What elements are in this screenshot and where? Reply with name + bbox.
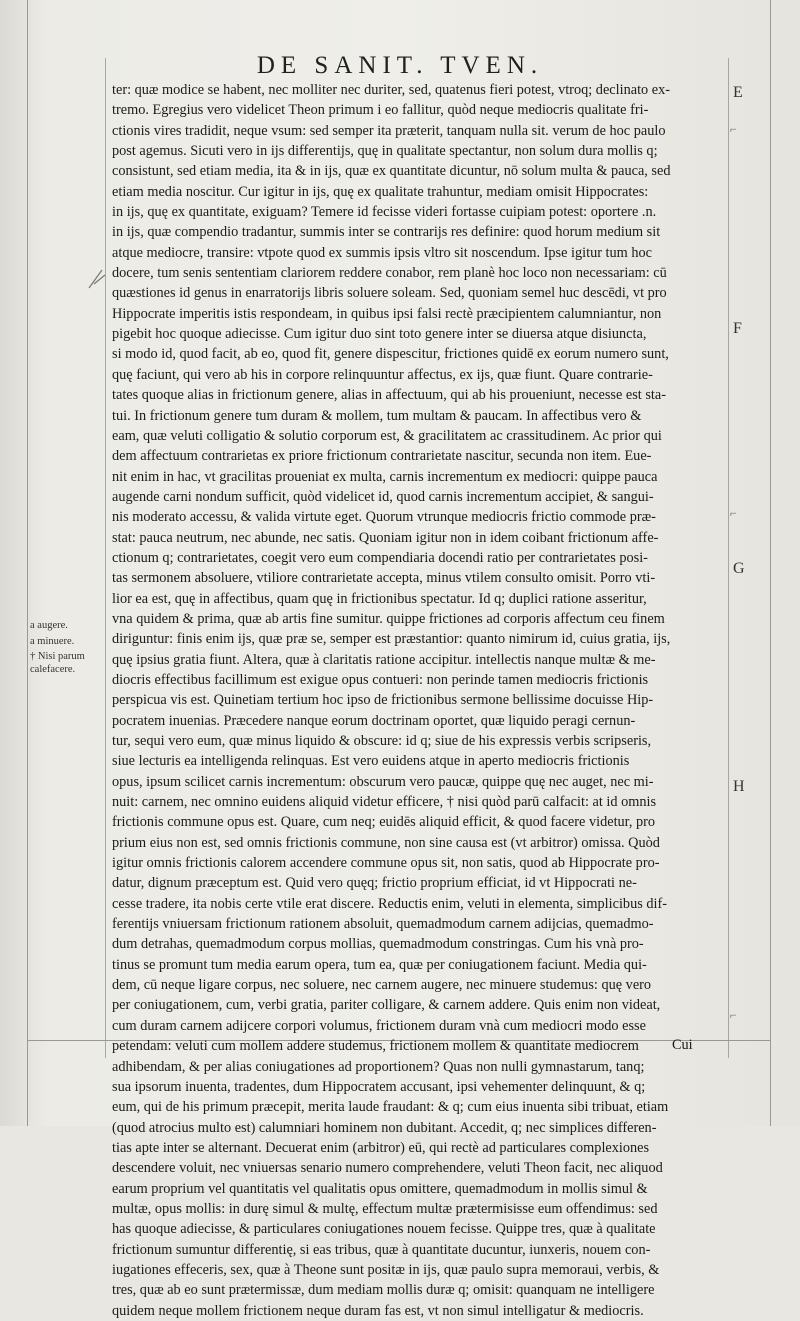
text-line: quidem neque mollem frictionem neque duram fas est, vt non simul intelligatur & mediocris. — [112, 1302, 644, 1319]
text-line: post agemus. Sicuti vero in ijs differentijs, quę in qualitate spectantur, non solum dura mollis q; — [112, 143, 658, 160]
text-line: opus, ipsum scilicet carnis incrementum: obscurum vero paucæ, quippe quę nec auget, nec mi- — [112, 773, 654, 790]
text-line: igitur omnis frictionis calorem accendere commune opus sit, non satis, quod ab Hippocrate pro- — [112, 855, 660, 872]
left-text-rule — [105, 58, 106, 1058]
text-line: tinus se promunt tum media earum opera, tum ea, quæ per coniugationem faciunt. Media qui- — [112, 956, 647, 973]
text-line: has quoque adiecisse, & particulares coniugationes nouem fecisse. Quippe tres, quæ à qualitate — [112, 1221, 656, 1238]
left-page-edge — [27, 0, 28, 1126]
text-line: quę faciunt, qui vero ab his in corpore relinquuntur affectus, ex ijs, quæ fiunt. Quare contrarie- — [112, 366, 653, 383]
text-line: in ijs, quæ compendio tradantur, summis inter se contrarijs res definire: quod horum medium sit — [112, 224, 661, 241]
text-line: eum, qui de his primum præcepit, merita laude fraudant: & q; cum eius inuenta sibi tribuat, etiam — [112, 1099, 669, 1116]
margin-tick: ⌐ — [730, 1008, 737, 1022]
text-line: perspicua vis est. Quinetiam tertium hoc ipso de frictionibus sermone bellissime docuisse Hip- — [112, 692, 654, 709]
text-line: dem affectuum contrarietas ex priore frictionum contrarietate nascitur, secunda non item. Eue- — [112, 448, 652, 465]
text-line: (quod atrocius multo est) calumniari hominem non dubitant. Accedit, q; nec simplices differen- — [112, 1119, 657, 1136]
text-line: diocris effectibus facillimum est exigue opus contueri: non perinde tamen mediocris frictionis — [112, 671, 649, 688]
text-line: eam, quæ veluti colligatio & solutio corporum est, & gracilitatem ac crassitudinem. Ac prior qui — [112, 427, 662, 444]
text-line: cum duram carnem adijcere corpori volumus, frictionem duram vnà cum mediocri modo esse — [112, 1017, 646, 1034]
text-line: lior ea est, quę in affectibus, quam quę in frictionibus spectatur. Id q; duplici ratione asseritur, — [112, 590, 647, 607]
text-line: frictionis commune opus est. Quare, cum neq; euidēs aliquid efficit, & quod facere videtur, pro — [112, 814, 656, 831]
text-line: dum detrahas, quemadmodum corpus mollias, quemadmodum constringas. Cum his vnà pro- — [112, 936, 644, 953]
catchword: Cui — [672, 1037, 693, 1053]
running-head: DE SANIT. TVEN. — [256, 52, 544, 79]
text-line: nuit: carnem, nec omnino euidens aliquid videtur efficere, † nisi quòd parū calfacit: at id omnis — [112, 794, 657, 811]
right-page-edge — [770, 0, 771, 1126]
text-line: petendam: veluti cum mollem addere studemus, frictionem mollem & quantitate mediocrem — [112, 1038, 639, 1055]
text-line: consistunt, sed etiam media, ita & in ijs, quæ ex quantitate dicuntur, nō solum multa & pauca, sed — [112, 163, 671, 180]
text-line: tates quoque alias in frictionum genere, alias in affectuum, qui ab his proueniunt, necesse est sta- — [112, 387, 666, 404]
text-line: cesse tradere, ita nobis certe vtile erat discere. Reductis enim, veluti in elementa, simplicibus dif- — [112, 895, 668, 912]
text-line: tremo. Egregius vero videlicet Theon primum i eo fallitur, quòd neque mediocris qualitate fri- — [112, 102, 649, 119]
section-marker-h: H — [733, 778, 745, 795]
text-line: datur, dignum præceptum est. Quid vero quęq; frictio proprium efficiat, id vt Hippocrati ne- — [112, 875, 637, 892]
text-line: tres, quæ ab eo sunt prætermissæ, dum mediam mollis duræ q; omisit: quanquam ne intelligere — [112, 1282, 655, 1299]
text-line: multæ, opus mollis: in durę simul & multę, effectum multæ prætermisisse eum offendimus: sed — [112, 1200, 658, 1217]
text-line: ter: quæ modice se habent, nec molliter nec duriter, sed, quatenus fieri potest, vtroq; declinato ex- — [112, 82, 671, 98]
text-line: earum proprium vel quantitatis vel qualitatis opus omittere, quemadmodum in mollis simul & — [112, 1180, 648, 1197]
text-line: tias apte inter se alternant. Decuerat enim (arbitror) eū, qui rectè ad particulares complexiones — [112, 1139, 650, 1156]
section-marker-f: F — [733, 320, 742, 337]
text-line: quæstiones id genus in enarratorijs libris soluere soleam. Sed, quoniam semel huc descēdi, vt pro — [112, 285, 667, 302]
text-line: prium eius non est, sed omnis frictionis commune, non sine causa est (vt arbitror) omissa. Quòd — [112, 834, 660, 851]
text-line: stat: pauca neutrum, nec abunde, nec satis. Quoniam igitur non in idem coibant frictionum affe- — [112, 529, 659, 546]
margin-note-augere: a augere. — [30, 620, 68, 631]
text-line: diriguntur: finis enim ijs, quæ præ se, semper est præstantior: quanto nimirum id, cuius gratia, ijs, — [112, 631, 671, 648]
text-line: ctionis vires tradidit, neque vsum: sed semper ita præterit, tanquam nulla sit. verum de hoc paulo — [112, 122, 666, 139]
text-line: per coniugationem, cum, verbi gratia, pariter colligare, & carnem addere. Quis enim non videat, — [112, 997, 661, 1014]
text-line: ferentijs vniuersam frictionum rationem absoluit, quemadmodum carnem adijcias, quemadmo- — [112, 916, 654, 933]
text-line: tur, sequi vero eum, quæ minus liquido & obscure: id q; siue de his expressis verbis scripseris, — [112, 733, 652, 749]
text-line: siue lecturis ea intelligenda relinquas. Est vero euidens atque in aperto mediocris frictionis — [112, 753, 630, 770]
text-line: etiam media noscitur. Cur igitur in ijs, quę ex qualitate trahuntur, mediam omisit Hippocrates: — [112, 183, 649, 200]
text-line: pocratem inuenias. Præcedere nanque eorum doctrinam oportet, quæ liquido peragi cernun- — [112, 712, 636, 729]
text-line: iugationes effeceris, sex, quæ à Theone sunt positæ in ijs, quæ paulo supra memoraui, verbis, & — [112, 1261, 660, 1278]
text-line: Hippocrate imperitis istis respondeam, in quibus ipsi falsi rectè præcipientem calumniantur, non — [112, 305, 662, 322]
main-text-block — [112, 80, 712, 1321]
text-line: sua ipsorum inuenta, tradentes, dum Hippocratem accusant, ipsi vehementer delinquunt, & q; — [112, 1078, 646, 1095]
text-line: frictionum sumuntur differentię, si eas tribus, quæ à quantitate ducuntur, iunxeris, nouem con- — [112, 1241, 651, 1258]
text-line: descendere voluit, nec vniuersas senario numero comprehendere, veluti Theon facit, nec aliquod — [112, 1160, 663, 1177]
text-line: tui. In frictionum genere tum duram & mollem, tum multam & paucam. In affectibus vero & — [112, 407, 642, 424]
right-text-rule — [728, 58, 729, 1058]
text-line: tas sermonem absoluere, vtiliore contrarietate accepta, minus vtilem consulto omisit. Porro vti- — [112, 570, 656, 587]
text-line: ctionum q; contrarietates, coegit vero eum compendiaria docendi ratio per contrarietates posi- — [112, 549, 648, 566]
text-line: in ijs, quę ex quantitate, exiguam? Temere id fecisse videri fortasse cuipiam potest: oportere .n. — [112, 204, 657, 221]
section-marker-g: G — [733, 560, 745, 577]
text-line: dem, cū neque ligare corpus, nec soluere, nec carnem augere, nec minuere studemus: quę vero — [112, 977, 652, 994]
text-line: docere, tum senis sententiam clariorem reddere conabor, rem planè hoc loco non necessariam: cū — [112, 265, 667, 282]
pencil-mark-icon — [86, 266, 108, 292]
text-line: quę ipsius gratia fiunt. Altera, quæ à claritatis ratione accipitur. intellectis nanque multæ & me- — [112, 651, 656, 668]
text-line: nit enim in hac, vt gracilitas proueniat ex multa, carnis incrementum ex mediocri: quippe pauca — [112, 468, 658, 485]
text-line: atque mediocre, transire: vtpote quod ex summis ipsis vltro sit noscendum. Ipse igitur tum hoc — [112, 244, 653, 261]
section-marker-e: E — [733, 84, 743, 101]
margin-note-calefacere: † Nisi parum calefacere. — [30, 651, 85, 675]
margin-note-minuere: a minuere. — [30, 636, 75, 647]
text-line: augende carni nondum sufficit, quòd videlicet id, quod carnis incrementum accipiet, & sangui- — [112, 488, 654, 505]
text-line: nis moderato accessu, & valida virtute eget. Quorum vtrunque mediocris frictio commode præ- — [112, 509, 656, 526]
text-line: vna quidem & prima, quæ ab artis fine sumitur. quippe frictiones ad corporis affectum ceu finem — [112, 610, 665, 627]
text-line: pigebit hoc quoque adiecisse. Cum igitur duo sint toto genere inter se diuersa atque disiuncta, — [112, 326, 647, 343]
text-line: adhibendam, & per alias coniugationes ad proportionem? Quas non nulli gymnastarum, tanq; — [112, 1058, 645, 1075]
margin-tick: ⌐ — [730, 122, 737, 136]
margin-tick: ⌐ — [730, 506, 737, 520]
text-line: si modo id, quod facit, ab eo, quod fit, genere dispescitur, frictiones quidē ex eorum numero sunt, — [112, 346, 669, 363]
